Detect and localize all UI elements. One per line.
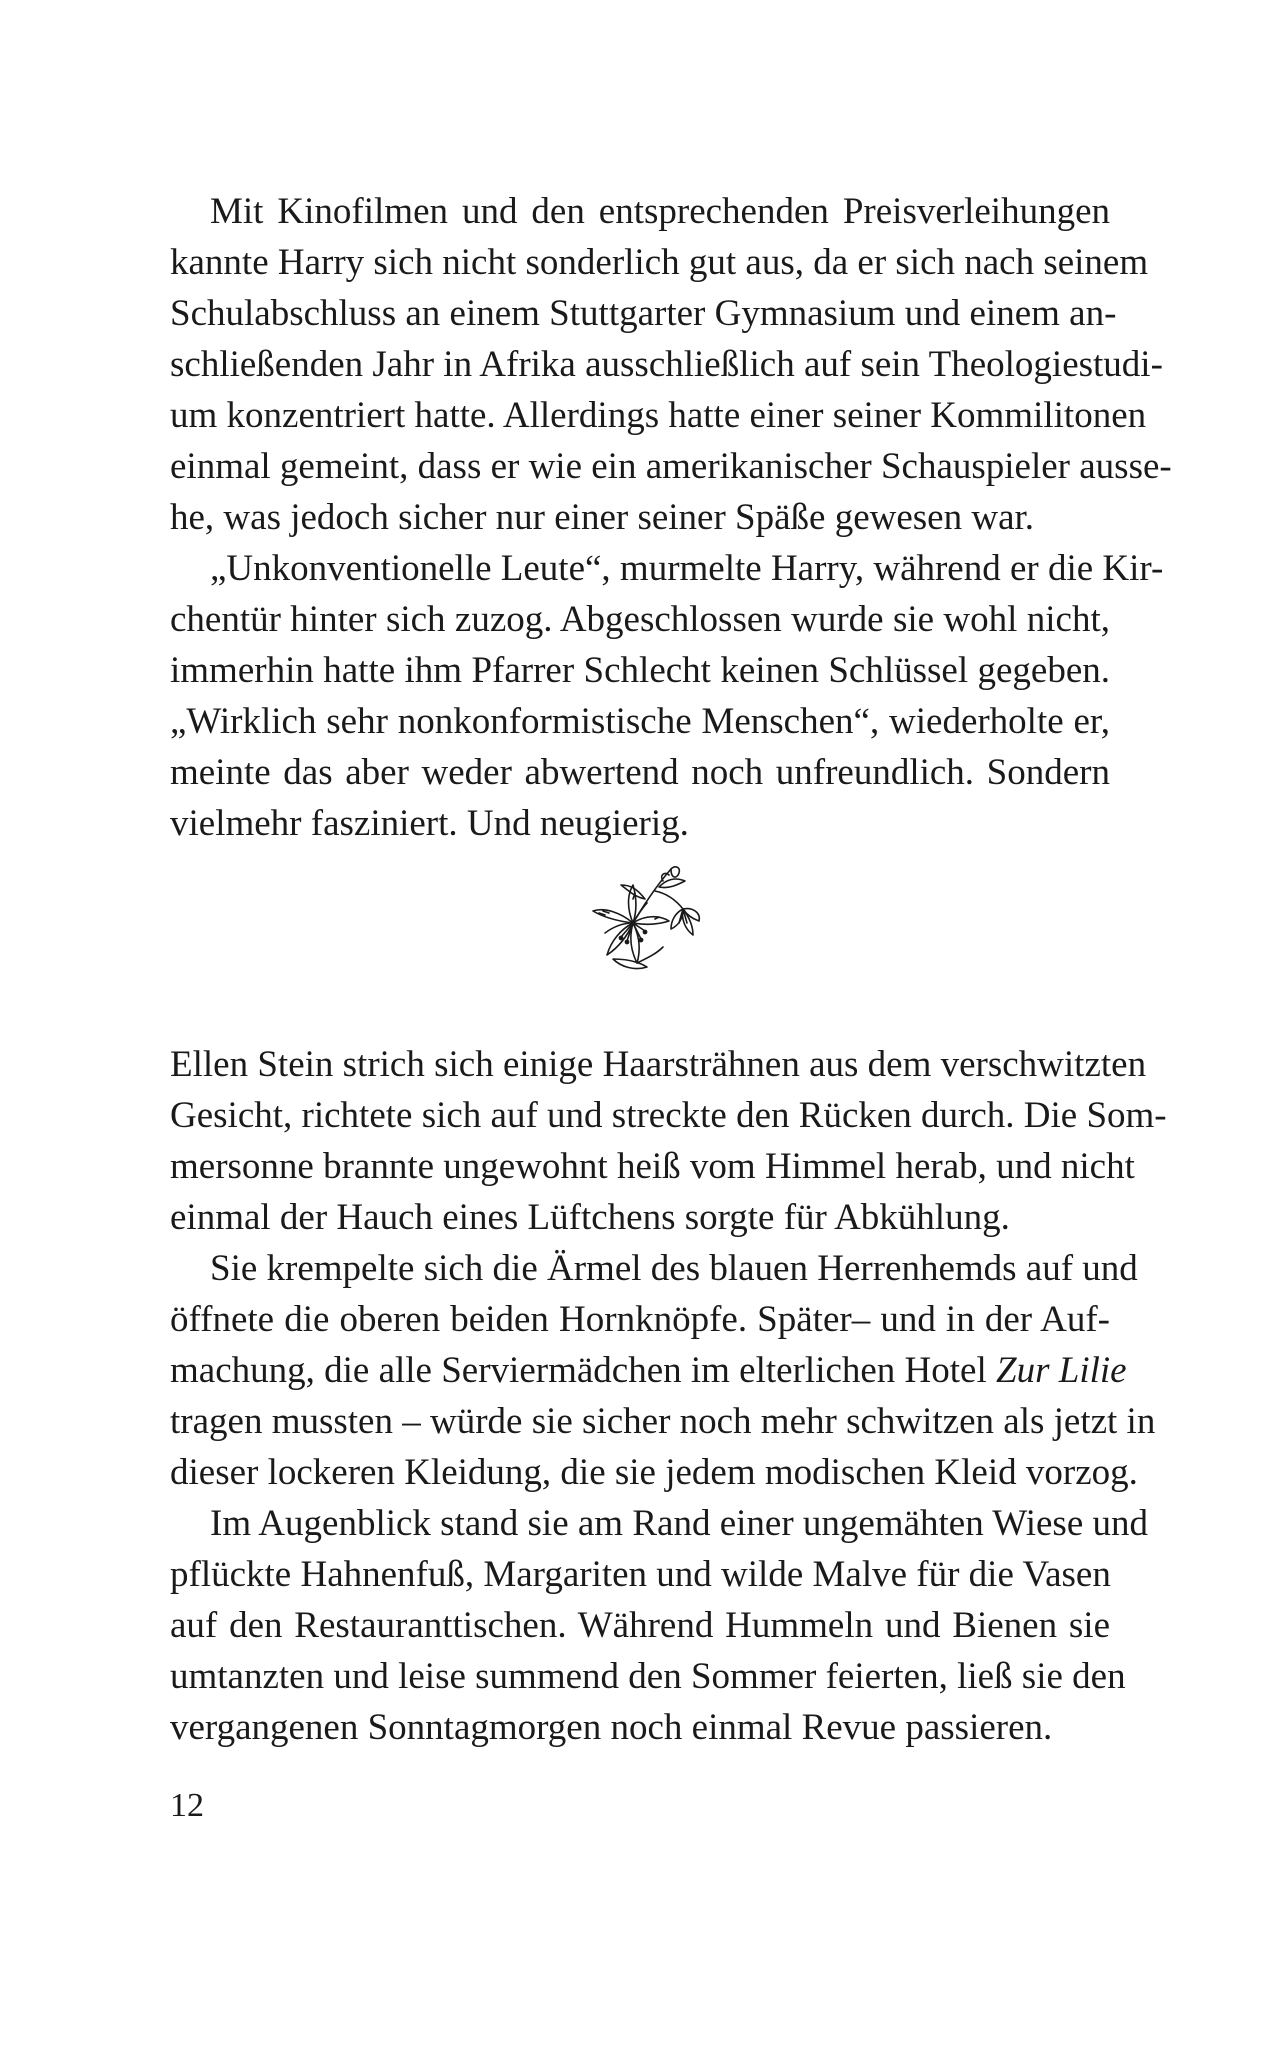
paragraph bbox=[170, 186, 1172, 543]
text-line: auf den Restauranttischen. Während Hummeln und Bienen sie bbox=[170, 1605, 1110, 1646]
section-break bbox=[170, 863, 1110, 1039]
page-number: 12 bbox=[170, 1787, 204, 1824]
text-line: mersonne brannte ungewohnt heiß vom Himmel herab, und nicht bbox=[170, 1146, 1135, 1187]
text-line: schließenden Jahr in Afrika ausschließlich auf sein Theologiestudi- bbox=[170, 344, 1163, 385]
text-line: Mit Kinofilmen und den entsprechenden Preisverleihungen bbox=[210, 191, 1110, 232]
text-segment: machung, die alle Serviermädchen im elterlichen Hotel bbox=[170, 1350, 987, 1391]
text-line: umtanzten und leise summend den Sommer feierten, ließ sie den bbox=[170, 1656, 1126, 1697]
text-line: einmal der Hauch eines Lüftchens sorgte für Abkühlung. bbox=[170, 1197, 1010, 1238]
text-line: vielmehr fasziniert. Und neugierig. bbox=[170, 803, 689, 844]
paragraph bbox=[170, 1039, 1167, 1243]
text-line: chentür hinter sich zuzog. Abgeschlossen wurde sie wohl nicht, bbox=[170, 599, 1110, 640]
text-line: um konzentriert hatte. Allerdings hatte einer seiner Kommilitonen bbox=[170, 395, 1147, 436]
text-line: vergangenen Sonntagmorgen noch einmal Revue passieren. bbox=[170, 1707, 1053, 1748]
text-line: Schulabschluss an einem Stuttgarter Gymnasium und einem an- bbox=[170, 293, 1117, 334]
text-line: Sie krempelte sich die Ärmel des blauen Herrenhemds auf und bbox=[210, 1248, 1138, 1289]
text-line: kannte Harry sich nicht sonderlich gut aus, da er sich nach seinem bbox=[170, 242, 1149, 283]
text-line: Im Augenblick stand sie am Rand einer ungemähten Wiese und bbox=[210, 1503, 1149, 1544]
text-line: tragen mussten – würde sie sicher noch mehr schwitzen als jetzt in bbox=[170, 1401, 1156, 1442]
lily-flower-icon bbox=[575, 863, 705, 977]
text-line: einmal gemeint, dass er wie ein amerikanischer Schauspieler ausse- bbox=[170, 446, 1172, 487]
text-line: he, was jedoch sicher nur einer seiner Späße gewesen war. bbox=[170, 497, 1035, 538]
paragraph bbox=[170, 543, 1164, 849]
text-line: „Wirklich sehr nonkonformistische Menschen“, wiederholte er, bbox=[170, 701, 1110, 742]
paragraph bbox=[170, 1243, 1156, 1498]
text-line: Ellen Stein strich sich einige Haarsträhnen aus dem verschwitzten bbox=[170, 1044, 1147, 1085]
text-line: „Unkonventionelle Leute“, murmelte Harry, während er die Kir- bbox=[210, 548, 1164, 589]
text-line: meinte das aber weder abwertend noch unfreundlich. Sondern bbox=[170, 752, 1110, 793]
hotel-name: Zur Lilie bbox=[996, 1350, 1127, 1391]
text-line bbox=[170, 1345, 1127, 1396]
text-line: pflückte Hahnenfuß, Margariten und wilde Malve für die Vasen bbox=[170, 1554, 1111, 1595]
text-line: Gesicht, richtete sich auf und streckte den Rücken durch. Die Som- bbox=[170, 1095, 1167, 1136]
paragraph bbox=[170, 1498, 1149, 1753]
text-line: immerhin hatte ihm Pfarrer Schlecht keinen Schlüssel gegeben. bbox=[170, 650, 1110, 691]
text-line: öffnete die oberen beiden Hornknöpfe. Später– und in der Auf- bbox=[170, 1299, 1110, 1340]
text-line: dieser lockeren Kleidung, die sie jedem modischen Kleid vorzog. bbox=[170, 1452, 1138, 1493]
book-page bbox=[170, 186, 1172, 1753]
